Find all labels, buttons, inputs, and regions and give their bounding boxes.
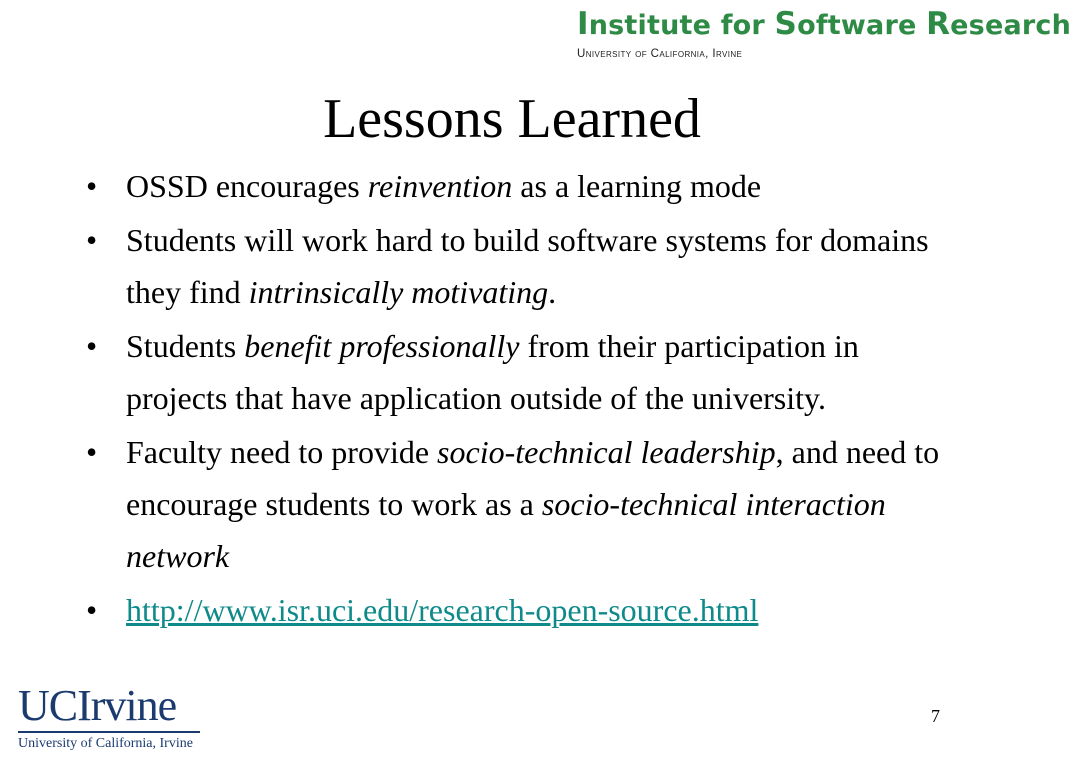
research-link[interactable]: http://www.isr.uci.edu/research-open-source.html: [126, 592, 759, 628]
bullet-dot: •: [86, 434, 98, 470]
uci-logo-rule: [18, 731, 200, 733]
uci-wordmark: UCIrvine: [18, 681, 177, 730]
bullet-dot: •: [86, 222, 98, 258]
bullet-item: [86, 584, 946, 636]
page-number: 7: [931, 706, 940, 726]
bullet-item: • Faculty need to provide socio-technical leadership, and need to encourage students to work as a socio-technical interaction network: [86, 426, 946, 582]
isr-logo-subtitle: University of California, Irvine: [577, 48, 743, 60]
bullet-dot: •: [86, 592, 98, 628]
bullet-list: [86, 160, 946, 636]
bullet-dot: •: [86, 168, 98, 204]
bullet-item: • Students benefit professionally from their participation in projects that have application outside of the university.: [86, 320, 946, 424]
isr-logo-title: Institute for Software Research: [577, 6, 1071, 42]
isr-header: [577, 6, 1071, 60]
bullet-item: • OSSD encourages reinvention as a learning mode: [86, 160, 946, 212]
bullet-item: • Students will work hard to build software systems for domains they find intrinsically motivating.: [86, 214, 946, 318]
uci-logo-subtitle: University of California, Irvine: [18, 736, 193, 751]
uci-logo: [18, 681, 218, 752]
slide-title: Lessons Learned: [323, 88, 701, 150]
bullet-dot: •: [86, 328, 98, 364]
